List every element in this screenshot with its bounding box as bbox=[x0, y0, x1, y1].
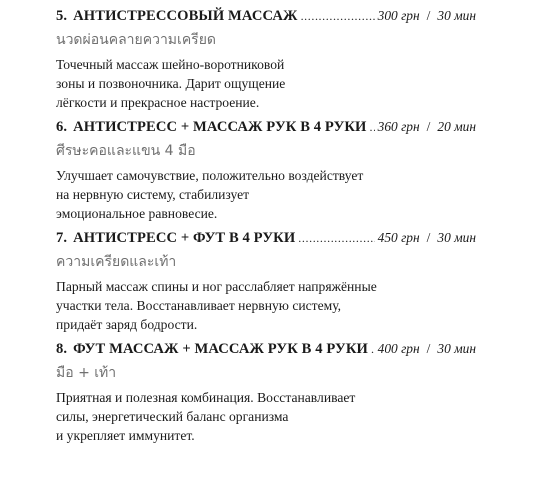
item-description bbox=[56, 277, 476, 334]
description-line: придаёт заряд бодрости. bbox=[56, 317, 198, 332]
item-number: 6. bbox=[56, 119, 68, 135]
description-line: лёгкости и прекрасное настроение. bbox=[56, 95, 260, 110]
menu-item-antistress-hand-massage bbox=[56, 119, 476, 223]
item-duration: 30 мин bbox=[437, 230, 476, 245]
description-line: Приятная и полезная комбинация. Восстанавливает bbox=[56, 390, 356, 405]
item-description bbox=[56, 166, 476, 223]
dot-leader bbox=[301, 9, 375, 24]
description-line: силы, энергетический баланс организма bbox=[56, 409, 289, 424]
item-thai-name: ความเครียดและเท้า bbox=[56, 254, 177, 270]
item-thai-name: ศีรษะคอและแขน 4 มือ bbox=[56, 143, 196, 159]
item-description bbox=[56, 55, 476, 112]
item-number: 7. bbox=[56, 230, 68, 246]
item-duration: 30 мин bbox=[437, 8, 476, 23]
item-description bbox=[56, 388, 476, 445]
price-duration-separator: / bbox=[426, 341, 431, 356]
menu-item-antistress-massage bbox=[56, 8, 476, 112]
description-line: и укрепляет иммунитет. bbox=[56, 428, 195, 443]
item-duration: 30 мин bbox=[437, 341, 476, 356]
menu-item-antistress-foot bbox=[56, 230, 476, 334]
item-heading bbox=[56, 8, 476, 28]
item-price: 400 грн bbox=[377, 341, 420, 356]
item-heading bbox=[56, 341, 476, 361]
item-heading bbox=[56, 119, 476, 139]
description-line: Точечный массаж шейно-воротниковой bbox=[56, 57, 285, 72]
dot-leader bbox=[298, 231, 374, 246]
item-number: 8. bbox=[56, 341, 68, 357]
item-duration: 20 мин bbox=[437, 119, 476, 134]
menu-item-foot-hand-massage bbox=[56, 341, 476, 445]
item-thai-name: นวดผ่อนคลายความเครียด bbox=[56, 32, 216, 48]
item-title: ФУТ МАССАЖ + МАССАЖ РУК В 4 РУКИ bbox=[73, 341, 368, 357]
description-line: Улучшает самочувствие, положительно воздействует bbox=[56, 168, 364, 183]
description-line: зоны и позвоночника. Дарит ощущение bbox=[56, 76, 286, 91]
item-title: АНТИСТРЕССОВЫЙ МАССАЖ bbox=[73, 8, 298, 24]
price-duration-separator: / bbox=[426, 8, 431, 23]
item-title: АНТИСТРЕСС + ФУТ В 4 РУКИ bbox=[73, 230, 296, 246]
item-number: 5. bbox=[56, 8, 68, 24]
dot-leader bbox=[370, 120, 375, 135]
item-price: 360 грн bbox=[377, 119, 420, 134]
description-line: на нервную систему, стабилизует bbox=[56, 187, 250, 202]
description-line: участки тела. Восстанавливает нервную систему, bbox=[56, 298, 342, 313]
item-price: 450 грн bbox=[377, 230, 420, 245]
item-heading bbox=[56, 230, 476, 250]
price-duration-separator: / bbox=[426, 230, 431, 245]
item-thai-name: มือ + เท้า bbox=[56, 365, 117, 381]
description-line: эмоциональное равновесие. bbox=[56, 206, 218, 221]
description-line: Парный массаж спины и ног расслабляет напряжённые bbox=[56, 279, 377, 294]
price-duration-separator: / bbox=[426, 119, 431, 134]
dot-leader bbox=[371, 342, 375, 357]
item-title: АНТИСТРЕСС + МАССАЖ РУК В 4 РУКИ bbox=[73, 119, 367, 135]
item-price: 300 грн bbox=[377, 8, 420, 23]
